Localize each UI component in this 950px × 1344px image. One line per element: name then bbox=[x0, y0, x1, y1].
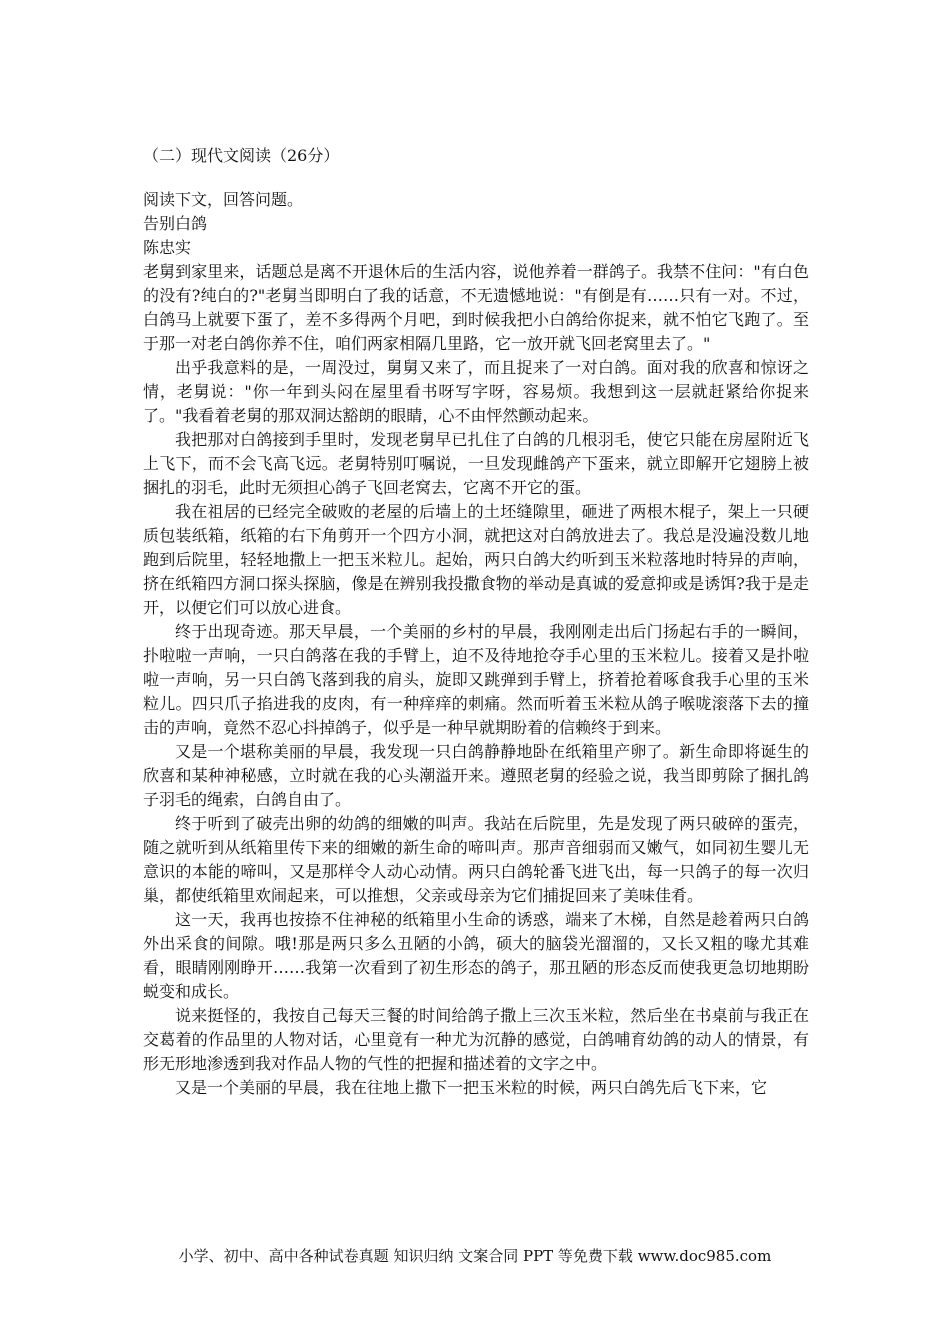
paragraph: 老舅到家里来，话题总是离不开退休后的生活内容，说他养着一群鸽子。我禁不住问："有白色的没有?纯白的?"老舅当即明白了我的话意，不无遗憾地说："有倒是有……只有一对。不过，白鸽马上就要下蛋了，差不多得两个月吧，到时候我把小白鸽给你捉来，就不怕它飞跑了。至于那一对老白鸽你养不住，咱们两家相隔几里路，它一放开就飞回老窝里去了。" bbox=[143, 262, 809, 353]
article-body bbox=[143, 188, 809, 1100]
paragraph: 又是一个堪称美丽的早晨，我发现一只白鸽静静地卧在纸箱里产卵了。新生命即将诞生的欣喜和某种神秘感，立时就在我的心头潮溢开来。遵照老舅的经验之说，我当即剪除了捆扎鸽子羽毛的绳索，白鸽自由了。 bbox=[143, 742, 809, 809]
paragraph: 又是一个美丽的早晨，我在往地上撒下一把玉米粒的时候，两只白鸽先后飞下来，它 bbox=[175, 1078, 768, 1097]
author: 陈忠实 bbox=[143, 238, 192, 257]
paragraph: 终于出现奇迹。那天早晨，一个美丽的乡村的早晨，我刚刚走出后门扬起右手的一瞬间，扑啦啦一声响，一只白鸽落在我的手臂上，迫不及待地抢夺手心里的玉米粒儿。接着又是扑啦啦一声响，另一只白鸽飞落到我的肩头，旋即又跳弹到手臂上，挤着抢着啄食我手心里的玉米粒儿。四只爪子掐进我的皮肉，有一种痒痒的刺痛。然而听着玉米粒从鸽子喉咙滚落下去的撞击的声响，竟然不忍心抖掉鸽子，似乎是一种早就期盼着的信赖终于到来。 bbox=[143, 622, 809, 737]
paragraph: 我在祖居的已经完全破败的老屋的后墙上的土坯缝隙里，砸进了两根木棍子，架上一只硬质包装纸箱，纸箱的右下角剪开一个四方小洞，就把这对白鸽放进去了。我总是没遍没数儿地跑到后院里，轻轻地撒上一把玉米粒儿。起始，两只白鸽大约听到玉米粒落地时特异的声响，挤在纸箱四方洞口探头探脑，像是在辨别我投撒食物的举动是真诚的爱意抑或是诱饵?我于是走开，以便它们可以放心进食。 bbox=[143, 502, 809, 617]
paragraph: 说来挺怪的，我按自己每天三餐的时间给鸽子撒上三次玉米粒，然后坐在书桌前与我正在交葛着的作品里的人物对话，心里竟有一种尤为沉静的感觉，白鸽哺育幼鸽的动人的情景，有形无形地渗透到我对作品人物的气性的把握和描述着的文字之中。 bbox=[143, 1006, 809, 1073]
instruction: 阅读下文，回答问题。 bbox=[143, 190, 304, 209]
paragraph: 这一天，我再也按捺不住神秘的纸箱里小生命的诱惑，端来了木梯，自然是趁着两只白鸽外出采食的间隙。哦!那是两只多么丑陋的小鸽，硕大的脑袋光溜溜的，又长又粗的喙尤其难看，眼睛刚刚睁开……我第一次看到了初生形态的鸽子，那丑陋的形态反而使我更急切地期盼蜕变和成长。 bbox=[143, 910, 809, 1001]
page-footer: 小学、初中、高中各种试卷真题 知识归纳 文案合同 PPT 等免费下载 www.doc985.com bbox=[178, 1247, 772, 1265]
paragraph: 我把那对白鸽接到手里时，发现老舅早已扎住了白鸽的几根羽毛，使它只能在房屋附近飞上飞下，而不会飞高飞远。老舅特别叮嘱说，一旦发现雌鸽产下蛋来，就立即解开它翅膀上被捆扎的羽毛，此时无须担心鸽子飞回老窝去，它离不开它的蛋。 bbox=[143, 430, 809, 497]
article-title: 告别白鸽 bbox=[143, 214, 208, 233]
paragraph: 终于听到了破壳出卵的幼鸽的细嫩的叫声。我站在后院里，先是发现了两只破碎的蛋壳，随之就听到从纸箱里传下来的细嫩的新生命的啼叫声。那声音细弱而又嫩气，如同初生婴儿无意识的本能的啼叫，又是那样令人动心动情。两只白鸽轮番飞进飞出，每一只鸽子的每一次归巢，都使纸箱里欢闹起来，可以推想，父亲或母亲为它们捕捉回来了美味佳肴。 bbox=[143, 814, 809, 905]
paragraph: 出乎我意料的是，一周没过，舅舅又来了，而且捉来了一对白鸽。面对我的欣喜和惊讶之情，老舅说："你一年到头闷在屋里看书呀写字呀，容易烦。我想到这一层就赶紧给你捉来了。"我看着老舅的那双洞达豁朗的眼睛，心不由怦然颤动起来。 bbox=[143, 358, 809, 425]
section-title: （二）现代文阅读（26分） bbox=[143, 146, 340, 165]
